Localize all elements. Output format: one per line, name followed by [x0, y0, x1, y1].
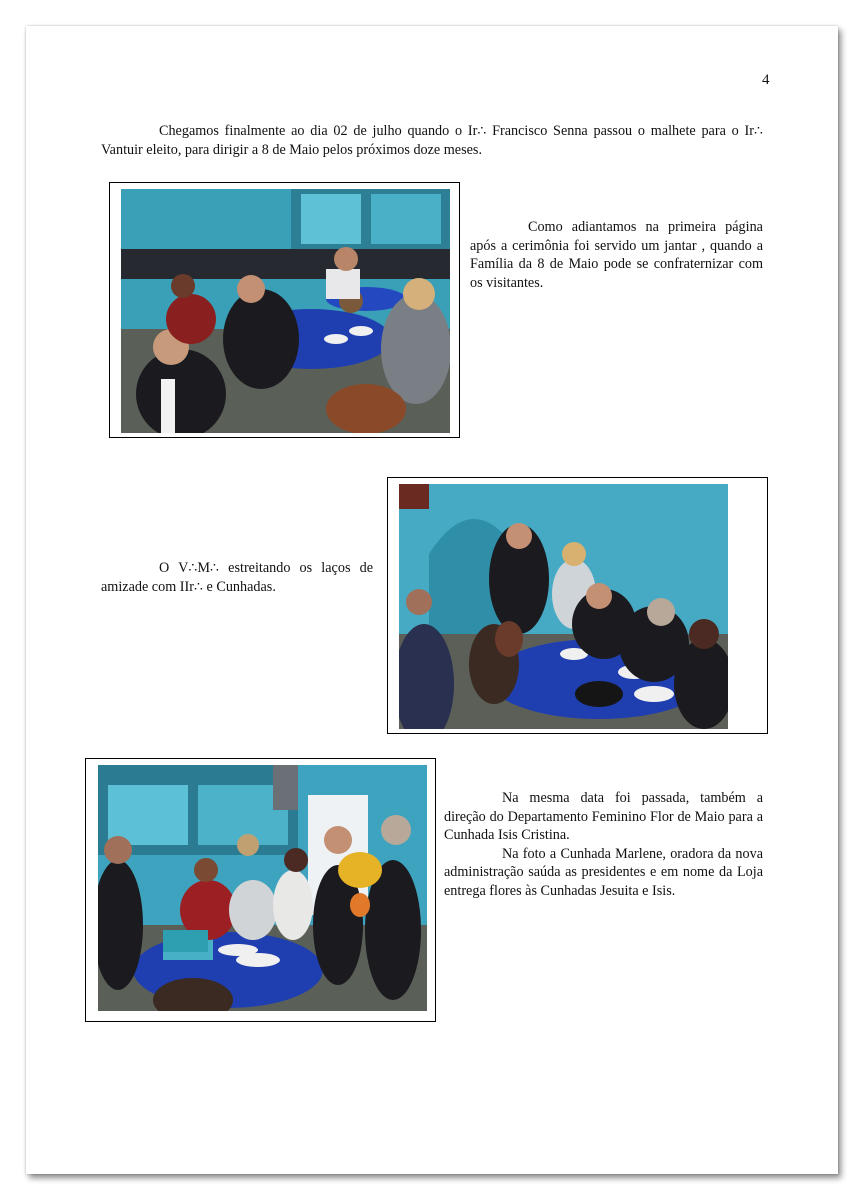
- vm-caption: [101, 559, 373, 596]
- photo-frame-vm: [387, 477, 768, 734]
- dinner-photo: [121, 189, 450, 433]
- page-number: 4: [762, 72, 770, 88]
- flowers-caption-p1: Na mesma data foi passada, também a direção do Departamento Feminino Flor de Maio para a Cunhada Isis Cristina.: [444, 790, 763, 844]
- flowers-caption-p2: Na foto a Cunhada Marlene, oradora da nova administração saúda as presidentes e em nome da Loja entrega flores às Cunhadas Jesuita e Isis.: [444, 845, 763, 899]
- document-page: [26, 26, 838, 1174]
- vm-photo: [399, 484, 728, 729]
- intro-paragraph: [101, 122, 763, 159]
- dinner-caption: [470, 218, 763, 292]
- flowers-caption: [444, 789, 763, 901]
- flowers-photo: [98, 765, 427, 1011]
- photo-frame-dinner: [109, 182, 460, 438]
- vm-caption-text: O V∴M∴ estreitando os laços de amizade com IIr∴ e Cunhadas.: [101, 560, 373, 595]
- dinner-caption-text: Como adiantamos na primeira página após a cerimônia foi servido um jantar , quando a Família da 8 de Maio pode se confraternizar com os visitantes.: [470, 219, 763, 291]
- photo-frame-flowers: [85, 758, 436, 1022]
- intro-text: Chegamos finalmente ao dia 02 de julho quando o Ir∴ Francisco Senna passou o malhete para o Ir∴ Vantuir eleito, para dirigir a 8 de Maio pelos próximos doze meses.: [101, 123, 763, 158]
